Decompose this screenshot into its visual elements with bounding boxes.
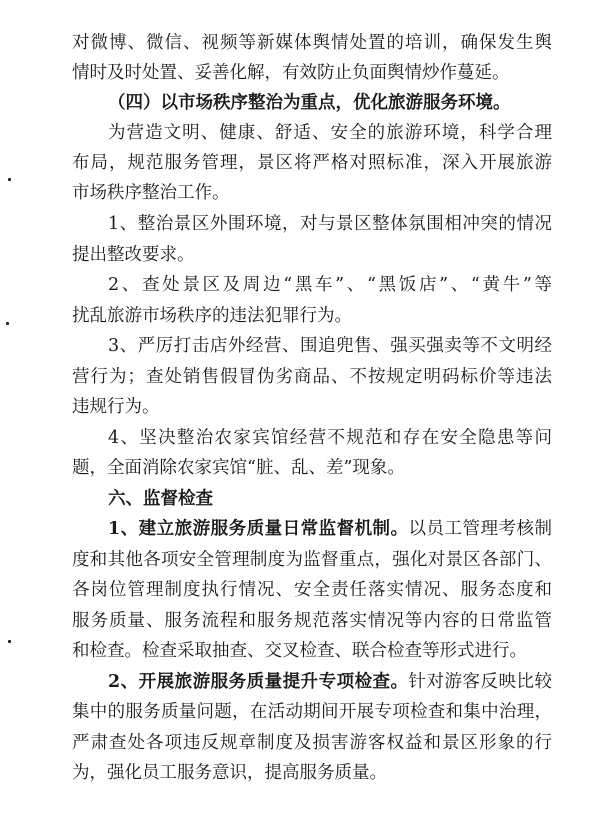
text-line: 为营造文明、健康、舒适、安全的旅游环境，科学合理: [108, 123, 552, 143]
text-line: [108, 514, 552, 544]
text-line: 和检查。检查采取抽查、交叉检查、联合检查等形式进行。: [72, 641, 527, 661]
text-line: 集中的服务质量问题，在活动期间开展专项检查和集中治理，: [72, 702, 552, 722]
text-line: 扰乱旅游市场秩序的违法犯罪行为。: [72, 306, 352, 326]
text-line: 各岗位管理制度执行情况、安全责任落实情况、服务态度和: [72, 580, 552, 600]
text-line: 度和其他各项安全管理制度为监督重点，强化对景区各部门、: [72, 550, 552, 570]
text-line: [108, 667, 552, 697]
item-text: 针对游客反映比较: [408, 672, 552, 692]
scan-mark: [8, 178, 11, 181]
text-line: 提出整改要求。: [72, 245, 195, 265]
text-line: 4、坚决整治农家宾馆经营不规范和存在安全隐患等问: [108, 428, 552, 448]
section-heading: 六、监督检查: [108, 489, 213, 509]
text-line: 营行为；查处销售假冒伪劣商品、不按规定明码标价等违法: [72, 367, 552, 387]
text-line: 情时及时处置、妥善化解，有效防止负面舆情炒作蔓延。: [72, 63, 510, 83]
scan-mark: [8, 640, 11, 643]
text-line: 市场秩序整治工作。: [72, 183, 230, 203]
text-line: 1、整治景区外围环境，对与景区整体氛围相冲突的情况: [108, 214, 552, 234]
text-line: 题，全面消除农家宾馆“脏、乱、差”现象。: [72, 458, 405, 478]
subsection-heading: （四）以市场秩序整治为重点，优化旅游服务环境。: [108, 93, 511, 113]
text-line: 服务质量、服务流程和服务规范落实情况等内容的日常监管: [72, 611, 552, 631]
text-line: 违规行为。: [72, 397, 160, 417]
text-line: 为，强化员工服务意识，提高服务质量。: [72, 763, 387, 783]
text-line: 2、查处景区及周边“黑车”、“黑饭店”、“黄牛”等: [108, 275, 552, 295]
text-line: 对微博、微信、视频等新媒体舆情处置的培训，确保发生舆: [72, 33, 552, 53]
text-line: 3、严厉打击店外经营、围追兜售、强买强卖等不文明经: [108, 336, 552, 356]
item-title: 1、建立旅游服务质量日常监督机制。: [108, 519, 409, 539]
item-text: 以员工管理考核制: [408, 519, 552, 539]
text-line: 布局，规范服务管理，景区将严格对照标准，深入开展旅游: [72, 153, 552, 173]
text-line: 严肃查处各项违反规章制度及损害游客权益和景区形象的行: [72, 733, 552, 753]
scan-mark: [6, 322, 9, 325]
item-title: 2、开展旅游服务质量提升专项检查。: [108, 672, 409, 692]
